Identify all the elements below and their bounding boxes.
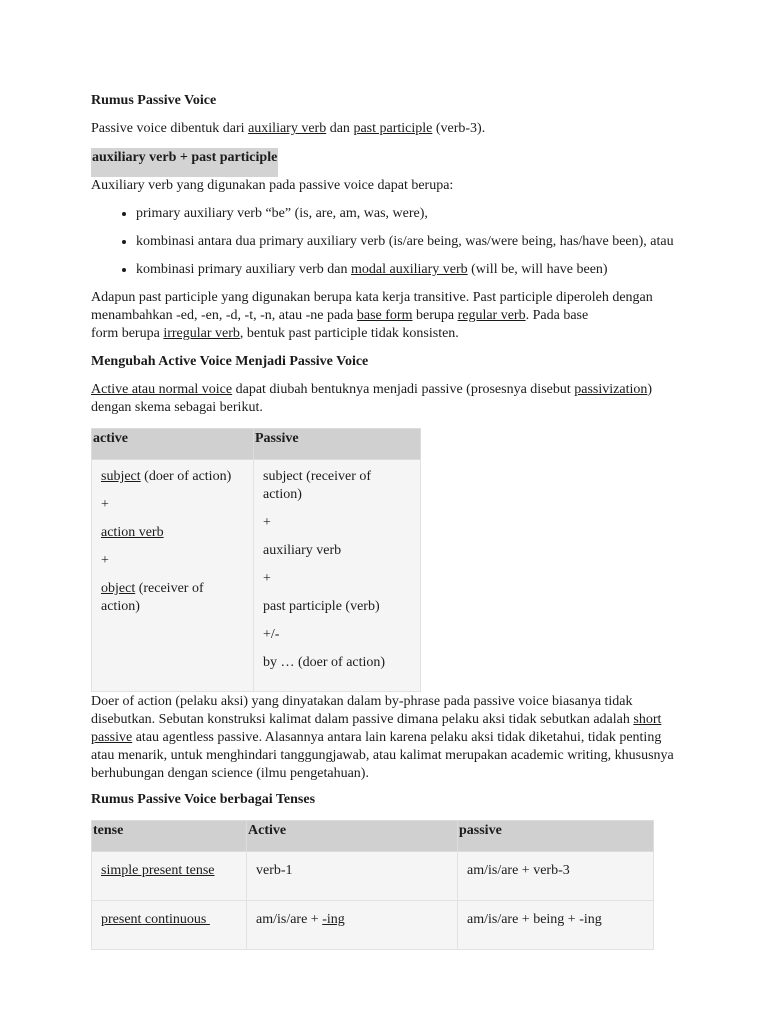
paragraph-text: berupa — [412, 308, 458, 323]
table-header-passive: passive — [458, 821, 654, 852]
intro-text: dan — [326, 121, 354, 136]
active-normal-voice-link[interactable]: Active atau normal voice — [91, 382, 233, 397]
paragraph-text: Adapun past participle yang digunakan berupa kata kerja transitive. Past participle diperoleh dengan menambahkan -ed, -en, -d, -t, -n, atau -ne pada — [91, 290, 653, 323]
passive-column-cell — [254, 460, 421, 692]
participle-paragraph — [91, 289, 676, 343]
cell-text: verb-1 — [256, 863, 293, 878]
table-cell-item: auxiliary verb — [263, 543, 342, 558]
table-cell-item: past participle (verb) — [263, 599, 380, 614]
passive-cell: am/is/are + verb-3 — [458, 852, 654, 901]
section-heading: Rumus Passive Voice berbagai Tenses — [91, 792, 316, 807]
table-cell-item — [101, 524, 244, 542]
paragraph-text: . Pada base — [525, 308, 589, 323]
table-cell-item: + — [263, 515, 271, 530]
passive-cell: am/is/are + being + -ing — [458, 901, 654, 950]
short-passive-link[interactable]: short passive — [91, 712, 662, 745]
active-voice-paragraph — [91, 381, 676, 417]
tenses-table — [91, 820, 654, 950]
intro-text: Passive voice dibentuk dari — [91, 121, 249, 136]
auxiliary-intro: Auxiliary verb yang digunakan pada passive voice dapat berupa: — [91, 178, 454, 193]
list-item-text: kombinasi antara dua primary auxiliary verb (is/are being, was/were being, has/have been), atau — [136, 234, 674, 249]
paragraph-text: Doer of action (pelaku aksi) yang dinyatakan dalam by-phrase pada passive voice biasanya tidak disebutkan. Sebutan konstruksi kalimat dalam passive dimana pelaku aksi tidak sebutkan adalah — [91, 694, 634, 727]
table-header-row — [92, 429, 421, 460]
simple-present-tense-link[interactable]: simple present tense — [101, 863, 215, 878]
list-item — [136, 205, 676, 223]
table-header-passive: Passive — [254, 429, 421, 460]
auxiliary-list — [91, 205, 676, 279]
table-header-row — [92, 821, 654, 852]
passivization-link[interactable]: passivization — [574, 382, 648, 397]
table-header-tense: tense — [92, 821, 247, 852]
cell-text: (doer of action) — [140, 469, 232, 484]
paragraph-text: dapat diubah bentuknya menjadi passive (prosesnya disebut — [232, 382, 575, 397]
past-participle-link[interactable]: past participle — [353, 121, 433, 136]
table-header-active: Active — [247, 821, 458, 852]
page-title: Rumus Passive Voice — [91, 93, 217, 108]
table-cell-item: + — [101, 497, 109, 512]
ing-link[interactable]: -ing — [322, 912, 345, 927]
active-cell — [247, 852, 458, 901]
table-row — [92, 852, 654, 901]
base-form-link[interactable]: base form — [356, 308, 413, 323]
subject-link[interactable]: subject — [101, 469, 141, 484]
table-cell-item — [101, 580, 244, 616]
table-cell-item: by … (doer of action) — [263, 655, 386, 670]
cell-text: am/is/are + — [256, 912, 323, 927]
list-item — [136, 261, 676, 279]
active-passive-table — [91, 428, 421, 692]
table-cell-item: subject (receiver of action) — [263, 469, 372, 502]
list-item-text: kombinasi primary auxiliary verb dan — [136, 262, 351, 277]
formula-box-container — [91, 148, 676, 177]
table-row — [92, 901, 654, 950]
tense-cell — [92, 901, 247, 950]
cell-text: (receiver of action) — [101, 581, 204, 614]
paragraph-text: , bentuk past participle tidak konsisten. — [239, 326, 459, 341]
modal-auxiliary-verb-link[interactable]: modal auxiliary verb — [351, 262, 468, 277]
regular-verb-link[interactable]: regular verb — [457, 308, 526, 323]
auxiliary-verb-link[interactable]: auxiliary verb — [248, 121, 327, 136]
intro-text: (verb-3). — [432, 121, 486, 136]
present-continuous-link[interactable]: present continuous — [101, 912, 210, 927]
table-header-active: active — [92, 429, 254, 460]
list-item-text: primary auxiliary verb “be” (is, are, am, was, were), — [136, 206, 428, 221]
paragraph-text: atau agentless passive. Alasannya antara lain karena pelaku aksi tidak diketahui, tidak penting atau menarik, untuk menghindari tanggungjawab, atau kalimat merupakan academic writing, khususnya berhubungan dengan science (ilmu pengetahuan). — [91, 730, 674, 781]
doer-paragraph — [91, 693, 676, 783]
table-cell-item: +/- — [263, 627, 280, 642]
section-heading: Mengubah Active Voice Menjadi Passive Voice — [91, 354, 369, 369]
tense-cell — [92, 852, 247, 901]
formula-box: auxiliary verb + past participle — [91, 148, 278, 177]
list-item — [136, 233, 676, 251]
object-link[interactable]: object — [101, 581, 136, 596]
paragraph-text: form berupa — [91, 326, 164, 341]
table-cell-item: + — [101, 553, 109, 568]
action-verb-link[interactable]: action verb — [101, 525, 164, 540]
table-cell-item — [101, 468, 244, 486]
intro-paragraph — [91, 120, 676, 138]
active-column-cell — [92, 460, 254, 692]
list-item-text: (will be, will have been) — [467, 262, 608, 277]
document-body — [91, 92, 676, 950]
active-cell — [247, 901, 458, 950]
paragraph-text: ) dengan skema sebagai berikut. — [91, 382, 653, 415]
table-row — [92, 460, 421, 692]
irregular-verb-link[interactable]: irregular verb — [163, 326, 240, 341]
table-cell-item: + — [263, 571, 271, 586]
